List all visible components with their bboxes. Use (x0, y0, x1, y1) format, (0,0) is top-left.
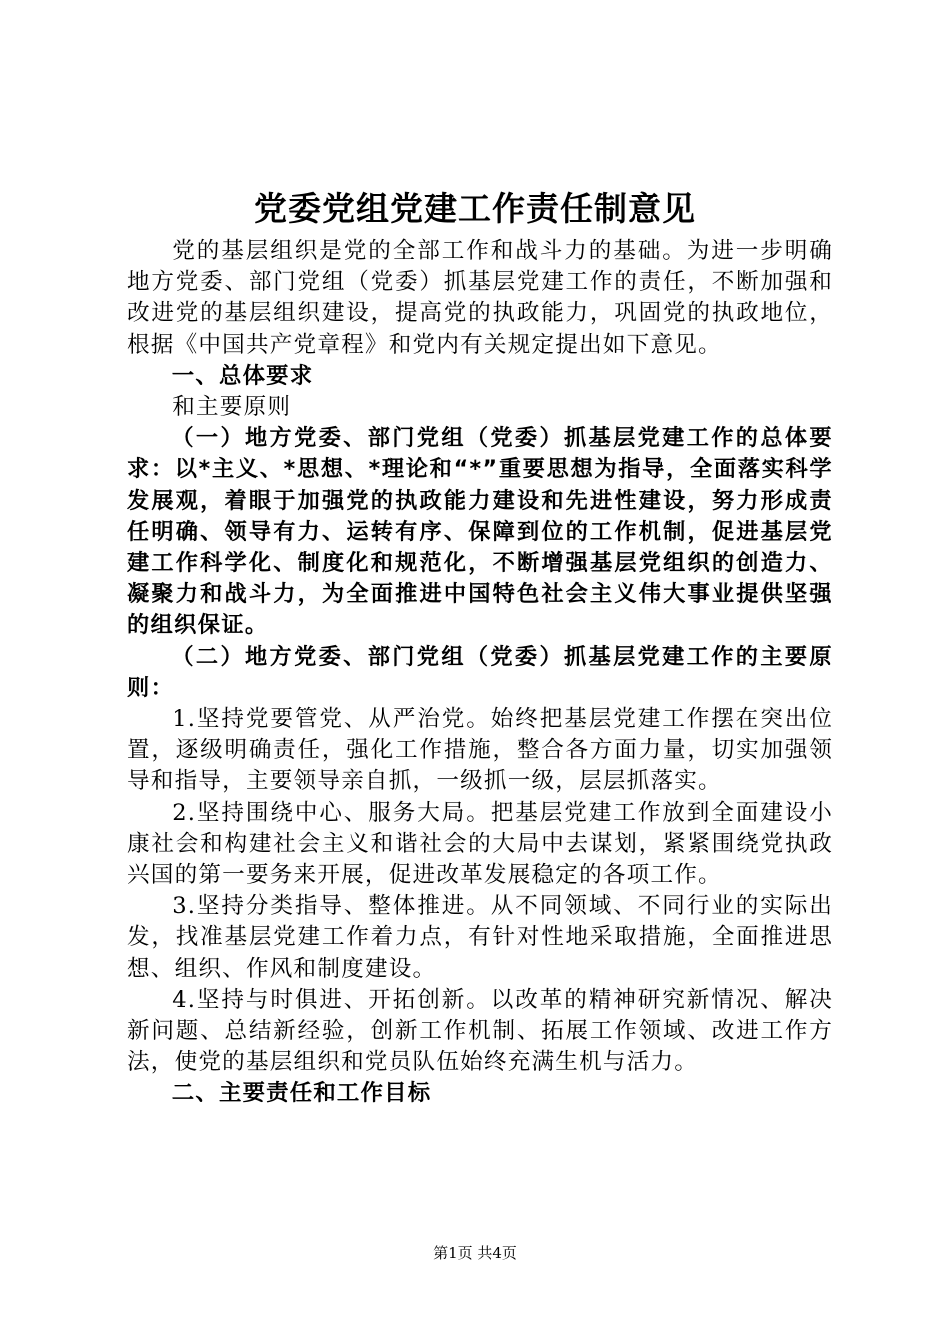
document-body (127, 236, 833, 1110)
principle-2-paragraph: 2.坚持围绕中心、服务大局。把基层党建工作放到全面建设小康社会和构建社会主义和谐社会的大局中去谋划，紧紧围绕党执政兴国的第一要务来开展，促进改革发展稳定的各项工作。 (127, 799, 833, 889)
section-heading-1: 一、总体要求 (171, 362, 314, 389)
page-footer: 第1页 共4页 (433, 1244, 517, 1262)
general-requirements-paragraph: （一）地方党委、部门党组（党委）抓基层党建工作的总体要求：以*主义、*思想、*理论和“*”重要思想为指导，全面落实科学发展观，着眼于加强党的执政能力建设和先进性建设，努力形成责任明确、领导有力、运转有序、保障到位的工作机制，促进基层党建工作科学化、制度化和规范化，不断增强基层党组织的创造力、凝聚力和战斗力，为全面推进中国特色社会主义伟大事业提供坚强的组织保证。 (127, 425, 833, 639)
principle-1-paragraph: 1.坚持党要管党、从严治党。始终把基层党建工作摆在突出位置，逐级明确责任，强化工作措施，整合各方面力量，切实加强领导和指导，主要领导亲自抓，一级抓一级，层层抓落实。 (127, 706, 833, 795)
intro-paragraph: 党的基层组织是党的全部工作和战斗力的基础。为进一步明确地方党委、部门党组（党委）抓基层党建工作的责任，不断加强和改进党的基层组织建设，提高党的执政能力，巩固党的执政地位，根据《中国共产党章程》和党内有关规定提出如下意见。 (127, 238, 833, 358)
section-heading-1-continued: 和主要原则 (172, 394, 292, 421)
principle-4-paragraph: 4.坚持与时俱进、开拓创新。以改革的精神研究新情况、解决新问题、总结新经验，创新工作机制、拓展工作领域、改进工作方法，使党的基层组织和党员队伍始终充满生机与活力。 (127, 986, 833, 1076)
main-principles-paragraph: （二）地方党委、部门党组（党委）抓基层党建工作的主要原则： (127, 643, 833, 701)
section-heading-2: 二、主要责任和工作目标 (171, 1080, 432, 1107)
document-title: 党委党组党建工作责任制意见 (254, 189, 696, 228)
principle-3-paragraph: 3.坚持分类指导、整体推进。从不同领域、不同行业的实际出发，找准基层党建工作着力点，有针对性地采取措施，全面推进思想、组织、作风和制度建设。 (127, 893, 833, 982)
